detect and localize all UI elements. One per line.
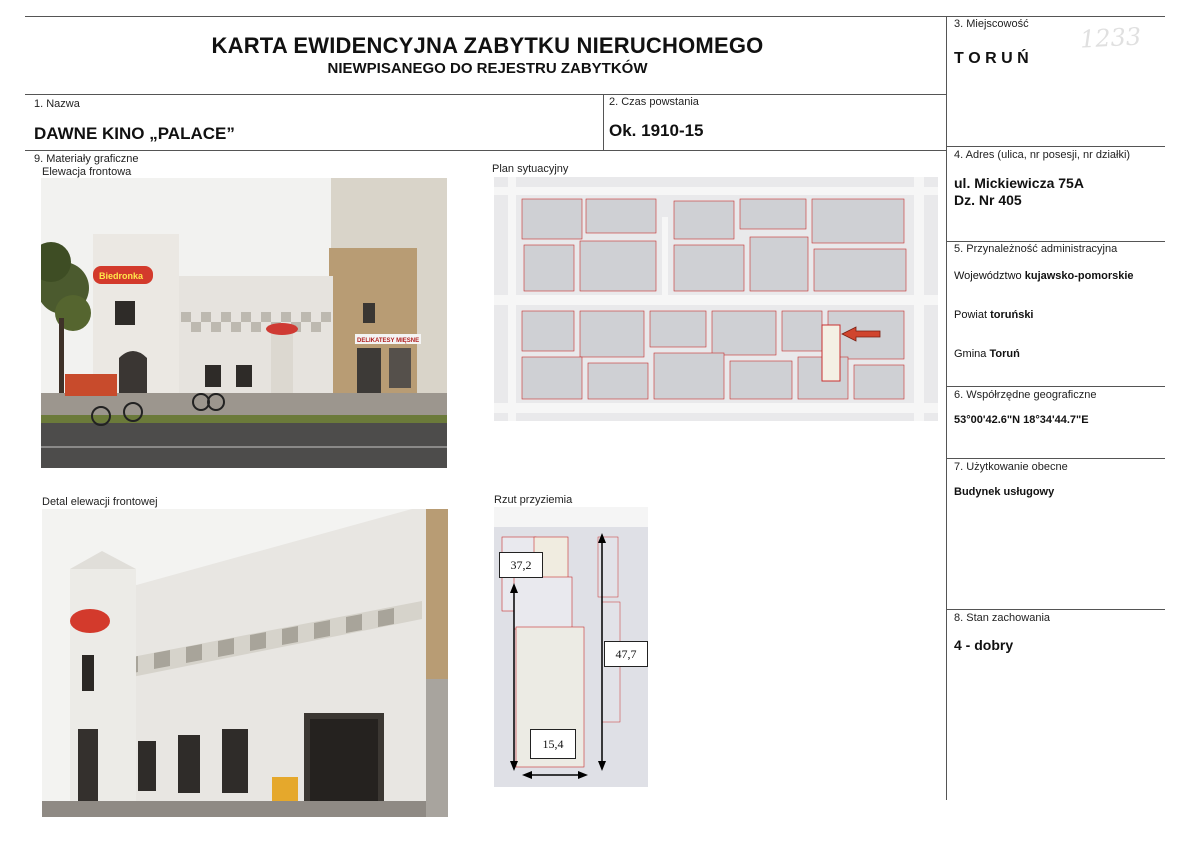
sidebar-rule-3: [946, 386, 1165, 387]
condition-value: 4 - dobry: [954, 637, 1014, 653]
dim-width-bottom: 15,4: [542, 736, 564, 751]
locality-label: 3. Miejscowość: [954, 18, 1029, 30]
facade-detail-photo: [42, 509, 448, 817]
dim-width-top-box: [499, 552, 543, 578]
county-prefix: Powiat: [954, 309, 988, 321]
date-label: 2. Czas powstania: [609, 96, 699, 108]
name-label: 1. Nazwa: [34, 98, 80, 110]
voivodeship-prefix: Województwo: [954, 270, 1022, 282]
voivodeship-value: kujawsko-pomorskie: [1024, 270, 1134, 282]
usage-label: 7. Użytkowanie obecne: [954, 461, 1068, 473]
site-plan-map: [494, 177, 938, 421]
top-rule: [25, 16, 1165, 17]
commune-prefix: Gmina: [954, 348, 987, 360]
name-row-bottom-rule: [25, 150, 946, 151]
address-street: ul. Mickiewicza 75A: [954, 175, 1084, 191]
site-plan-caption: Plan sytuacyjny: [492, 163, 569, 175]
coords-value: 53°00'42.6"N 18°34'44.7"E: [954, 414, 1089, 426]
document-title: KARTA EWIDENCYJNA ZABYTKU NIERUCHOMEGO: [211, 33, 764, 58]
admin-voivodeship: [954, 270, 1134, 282]
dim-width-top: 37,2: [510, 557, 532, 572]
sidebar-rule-5: [946, 609, 1165, 610]
name-value: DAWNE KINO „PALACE”: [34, 124, 235, 143]
address-plot: Dz. Nr 405: [954, 192, 1022, 208]
front-elevation-photo: [41, 178, 447, 468]
detail-caption: Detal elewacji frontowej: [42, 496, 158, 508]
deli-sign-text: DELIKATESY MIĘSNE: [357, 338, 420, 344]
dim-width-bottom-box: [530, 729, 576, 759]
condition-label: 8. Stan zachowania: [954, 612, 1051, 624]
sidebar-rule-1: [946, 146, 1165, 147]
locality-value: T O R U Ń: [954, 50, 1029, 67]
floor-plan: [494, 507, 648, 787]
handwritten-number: 1233: [1079, 22, 1142, 54]
sidebar-rule-4: [946, 458, 1165, 459]
admin-commune: [954, 348, 1020, 360]
commune-value: Toruń: [989, 348, 1020, 360]
graphics-label: 9. Materiały graficzne: [34, 153, 139, 165]
usage-value: Budynek usługowy: [954, 486, 1055, 498]
document-subtitle: NIEWPISANEGO DO REJESTRU ZABYTKÓW: [327, 60, 648, 77]
admin-county: [954, 309, 1034, 321]
right-column-divider: [946, 16, 947, 800]
county-value: toruński: [990, 309, 1034, 321]
title-bottom-rule: [25, 94, 946, 95]
dim-length: 47,7: [615, 646, 637, 661]
sidebar-rule-2: [946, 241, 1165, 242]
coords-label: 6. Współrzędne geograficzne: [954, 389, 1097, 401]
name-date-divider: [603, 94, 604, 150]
front-elevation-caption: Elewacja frontowa: [42, 166, 132, 178]
floor-plan-caption: Rzut przyziemia: [494, 494, 573, 506]
shop-sign-text: Biedronka: [99, 271, 144, 281]
date-value: Ok. 1910-15: [609, 121, 704, 140]
admin-label: 5. Przynależność administracyjna: [954, 243, 1118, 255]
dim-length-box: [604, 641, 648, 667]
address-label: 4. Adres (ulica, nr posesji, nr działki): [954, 149, 1131, 161]
